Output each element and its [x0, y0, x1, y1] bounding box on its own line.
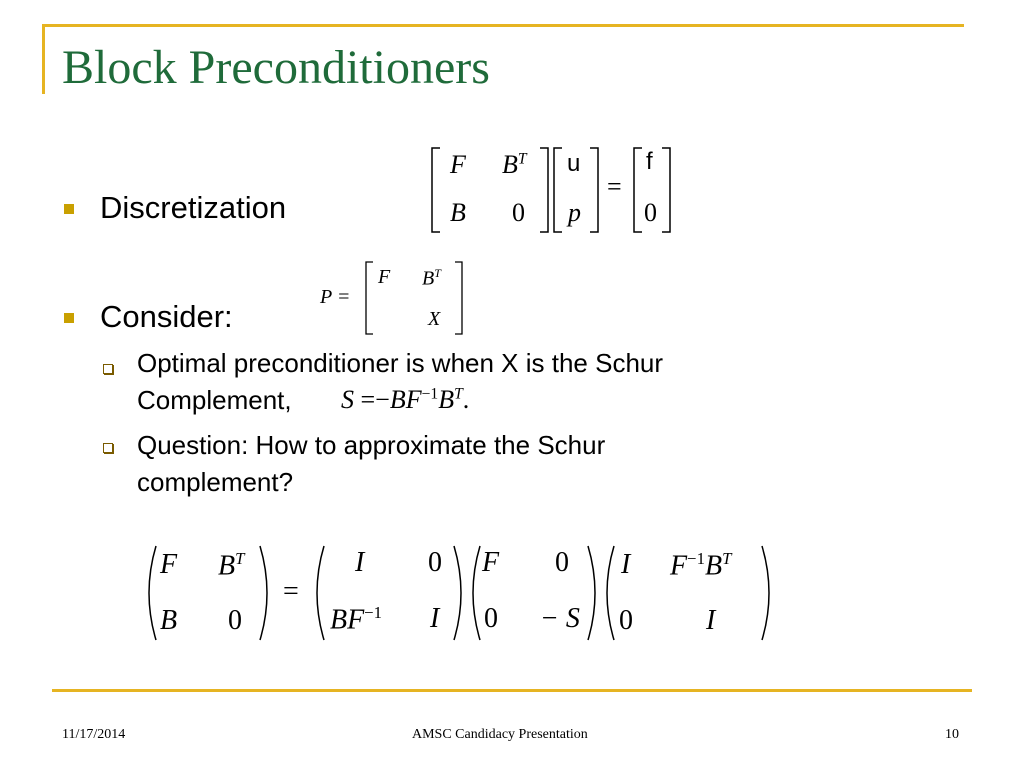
sub-bullet-question	[137, 427, 605, 501]
precond-lhs: P =	[320, 286, 351, 308]
bottom-rule	[52, 689, 972, 692]
bullet-consider: Consider:	[100, 299, 233, 334]
system-m21: B	[450, 198, 466, 227]
bracket-system-a	[430, 146, 550, 234]
system-eq: =	[607, 172, 622, 201]
system-v1: u	[567, 150, 581, 177]
fact-l11: I	[355, 547, 365, 578]
bullet-discretization: Discretization	[100, 190, 287, 225]
fact-d21: 0	[484, 603, 498, 634]
bullet-marker	[64, 204, 74, 214]
schur-formula: $S =-BF^{-1}B^T$.	[341, 385, 470, 414]
fact-l22: I	[430, 603, 440, 634]
fact-d12: 0	[555, 547, 569, 578]
fact-u12: $F^{-1}B^T$	[670, 549, 732, 582]
system-r2: 0	[644, 198, 657, 227]
fact-l12: 0	[428, 547, 442, 578]
left-rule	[42, 24, 45, 94]
sub-bullet-marker	[103, 364, 113, 374]
precond-m11: F	[378, 266, 391, 288]
sub-bullet-question-line2: complement?	[137, 467, 294, 497]
top-rule	[42, 24, 964, 27]
system-m11: F	[450, 150, 466, 179]
fact-u21: 0	[619, 605, 633, 636]
fact-eq: =	[283, 576, 299, 607]
fact-u11: I	[621, 549, 631, 580]
fact-a22: 0	[228, 605, 242, 636]
fact-d22: − S	[540, 603, 580, 634]
fact-u22: I	[706, 605, 716, 636]
fact-d11: F	[482, 547, 500, 578]
precond-m12: $B^T$	[422, 266, 441, 290]
system-m12: $B^T$	[502, 150, 527, 179]
sub-bullet-marker	[103, 443, 113, 453]
fact-a11: F	[160, 549, 178, 580]
system-r1: f	[646, 148, 653, 175]
precond-m22: X	[428, 308, 441, 330]
slide-title: Block Preconditioners	[62, 41, 490, 94]
sub-bullet-optimal-line1: Optimal preconditioner is when X is the Schur	[137, 348, 664, 378]
footer-page-number: 10	[945, 727, 959, 742]
fact-l21: $BF^{-1}$	[330, 603, 383, 636]
sub-bullet-question-line1: Question: How to approximate the Schur	[137, 430, 606, 460]
bullet-marker	[64, 313, 74, 323]
footer-date: 11/17/2014	[62, 727, 126, 742]
sub-bullet-optimal-line2: Complement,	[137, 385, 292, 415]
system-v2: p	[568, 198, 581, 227]
footer-title: AMSC Candidacy Presentation	[412, 727, 588, 742]
fact-a12: $B^T$	[218, 549, 245, 582]
system-m22: 0	[512, 198, 525, 227]
fact-a21: B	[160, 605, 178, 636]
